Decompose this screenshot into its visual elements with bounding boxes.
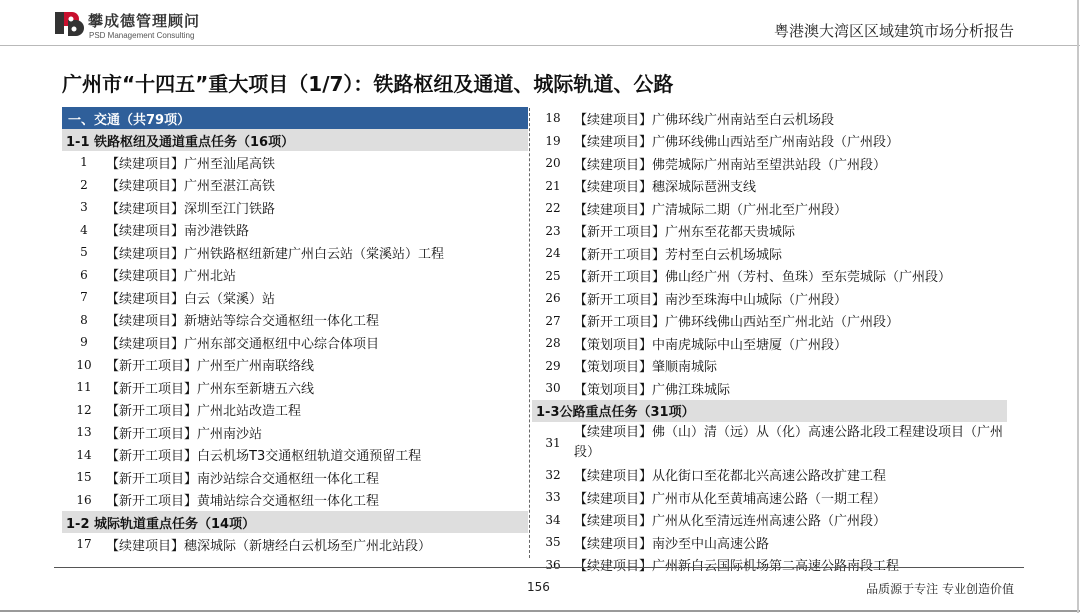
project-name: 【续建项目】南沙至中山高速公路 [574,536,770,552]
project-name: 【策划项目】广佛江珠城际 [574,382,731,398]
right-column [532,107,1007,576]
project-name: 【策划项目】肇顺南城际 [574,360,718,376]
project-row [532,130,1007,153]
project-name: 【新开工项目】广佛环线佛山西站至广州北站（广州段） [574,315,900,331]
project-row [62,196,528,219]
project-name: 【续建项目】广州市从化至黄埔高速公路（一期工程） [574,491,887,507]
project-number: 28 [545,336,561,351]
project-row [62,466,528,489]
project-name: 【续建项目】佛（山）清（远）从（化）高速公路北段工程建设项目（广州段） [574,424,1004,460]
project-name: 【续建项目】广州至湛江高铁 [106,179,276,195]
project-number: 2 [80,177,88,192]
project-number: 34 [545,512,561,527]
project-row [62,264,528,287]
subsection-header-intercity: 1-2 城际轨道重点任务（14项） [62,511,528,533]
project-row [532,486,1007,509]
left-column [62,107,528,556]
project-row [62,286,528,309]
project-row [532,220,1007,243]
project-row [62,399,528,422]
page-number: 156 [527,580,550,594]
column-divider [529,108,530,558]
page-title: 广州市“十四五”重大项目（1/7）：铁路枢纽及通道、城际轨道、公路 [62,72,674,96]
project-number: 33 [545,490,561,505]
project-name: 【策划项目】中南虎城际中山至塘厦（广州段） [574,337,848,353]
project-name: 【续建项目】广州至汕尾高铁 [106,156,276,172]
project-name: 【续建项目】广州新白云国际机场第二高速公路南段工程 [574,559,900,575]
project-number: 23 [545,223,561,238]
project-number: 4 [80,222,88,237]
project-row [532,197,1007,220]
report-title: 粤港澳大湾区区域建筑市场分析报告 [773,22,1014,40]
project-name: 【续建项目】深圳至江门铁路 [106,201,276,217]
project-name: 【续建项目】广清城际二期（广州北至广州段） [574,202,848,218]
project-number: 26 [545,291,561,306]
subsection-header-railway: 1-1 铁路枢纽及通道重点任务（16项） [62,129,528,151]
project-row [62,533,528,556]
project-row [62,421,528,444]
project-number: 13 [76,425,92,440]
project-number: 15 [76,470,92,485]
project-number: 18 [545,111,561,126]
project-number: 24 [545,246,561,261]
project-number: 5 [80,245,88,260]
project-name: 【新开工项目】广州至广州南联络线 [106,359,315,375]
project-name: 【续建项目】南沙港铁路 [106,224,250,240]
project-number: 21 [545,178,561,193]
project-name: 【新开工项目】广州南沙站 [106,426,263,442]
footer-rule [54,567,1024,568]
project-row [532,509,1007,532]
project-row [532,265,1007,288]
project-name: 【续建项目】佛莞城际广州南站至望洪站段（广州段） [574,157,887,173]
project-row [62,151,528,174]
project-row [532,554,1007,577]
project-number: 11 [76,380,92,395]
project-name: 【续建项目】广州从化至清远连州高速公路（广州段） [574,514,887,530]
project-row [532,152,1007,175]
project-row [62,174,528,197]
project-row [62,444,528,467]
project-name: 【新开工项目】芳村至白云机场城际 [574,247,783,263]
project-row [532,175,1007,198]
project-number: 22 [545,201,561,216]
section-header-transport: 一、交通（共79项） [62,107,528,129]
psd-logo-icon [54,10,84,38]
project-name: 【新开工项目】黄埔站综合交通枢纽一体化工程 [106,494,380,510]
project-number: 25 [545,268,561,283]
page-header [0,0,1080,46]
project-name: 【续建项目】广州东部交通枢纽中心综合体项目 [106,336,380,352]
frame-border-right [1077,0,1079,613]
project-name: 【续建项目】广佛环线广州南站至白云机场段 [574,112,835,128]
project-number: 14 [76,447,92,462]
project-number: 12 [76,402,92,417]
project-row [532,332,1007,355]
project-number: 16 [76,492,92,507]
project-name: 【新开工项目】南沙站综合交通枢纽一体化工程 [106,471,380,487]
project-number: 32 [545,467,561,482]
project-name: 【续建项目】新塘站等综合交通枢纽一体化工程 [106,314,380,330]
project-name: 【新开工项目】南沙至珠海中山城际（广州段） [574,292,848,308]
project-name: 【新开工项目】白云机场T3交通枢纽轨道交通预留工程 [106,449,422,465]
project-number: 36 [545,557,561,572]
frame-border-bottom [0,610,1080,612]
project-name: 【新开工项目】广州东至新塘五六线 [106,381,315,397]
project-row [532,464,1007,487]
project-number: 35 [545,535,561,550]
project-name: 【续建项目】从化街口至花都北兴高速公路改扩建工程 [574,469,887,485]
project-name: 【续建项目】广州铁路枢纽新建广州白云站（棠溪站）工程 [106,246,445,262]
project-number: 7 [80,290,88,305]
project-name: 【续建项目】穗深城际（新塘经白云机场至广州北站段） [106,538,432,554]
project-name: 【续建项目】广佛环线佛山西站至广州南站段（广州段） [574,135,900,151]
project-row [532,287,1007,310]
project-row [532,355,1007,378]
logo-english-name: PSD Management Consulting [89,31,195,40]
project-number: 29 [545,358,561,373]
project-name: 【新开工项目】广州东至花都天贵城际 [574,225,796,241]
logo-chinese-name: 攀成德管理顾问 [88,12,201,30]
project-row [532,531,1007,554]
project-name: 【新开工项目】佛山经广州（芳村、鱼珠）至东莞城际（广州段） [574,270,952,286]
project-number: 31 [545,435,561,450]
project-number: 30 [545,381,561,396]
project-row [62,376,528,399]
project-row [532,422,1007,464]
project-row [62,489,528,512]
project-number: 9 [80,335,88,350]
project-row [532,377,1007,400]
project-row [62,219,528,242]
project-number: 3 [80,200,88,215]
project-number: 19 [545,133,561,148]
project-row [532,107,1007,130]
project-number: 6 [80,267,88,282]
project-number: 20 [545,156,561,171]
project-row [62,354,528,377]
project-row [532,310,1007,333]
project-name: 【续建项目】穗深城际琶洲支线 [574,180,757,196]
project-row [62,331,528,354]
project-number: 17 [76,537,92,552]
project-name: 【续建项目】广州北站 [106,269,237,285]
project-name: 【新开工项目】广州北站改造工程 [106,404,302,420]
subsection-header-highway: 1-3公路重点任务（31项） [532,400,1007,422]
project-row [62,241,528,264]
project-number: 1 [80,155,88,170]
project-number: 10 [76,357,92,372]
project-row [532,242,1007,265]
footer-slogan: 品质源于专注 专业创造价值 [866,582,1014,596]
project-number: 8 [80,312,88,327]
project-name: 【续建项目】白云（棠溪）站 [106,291,276,307]
project-number: 27 [545,313,561,328]
project-row [62,309,528,332]
